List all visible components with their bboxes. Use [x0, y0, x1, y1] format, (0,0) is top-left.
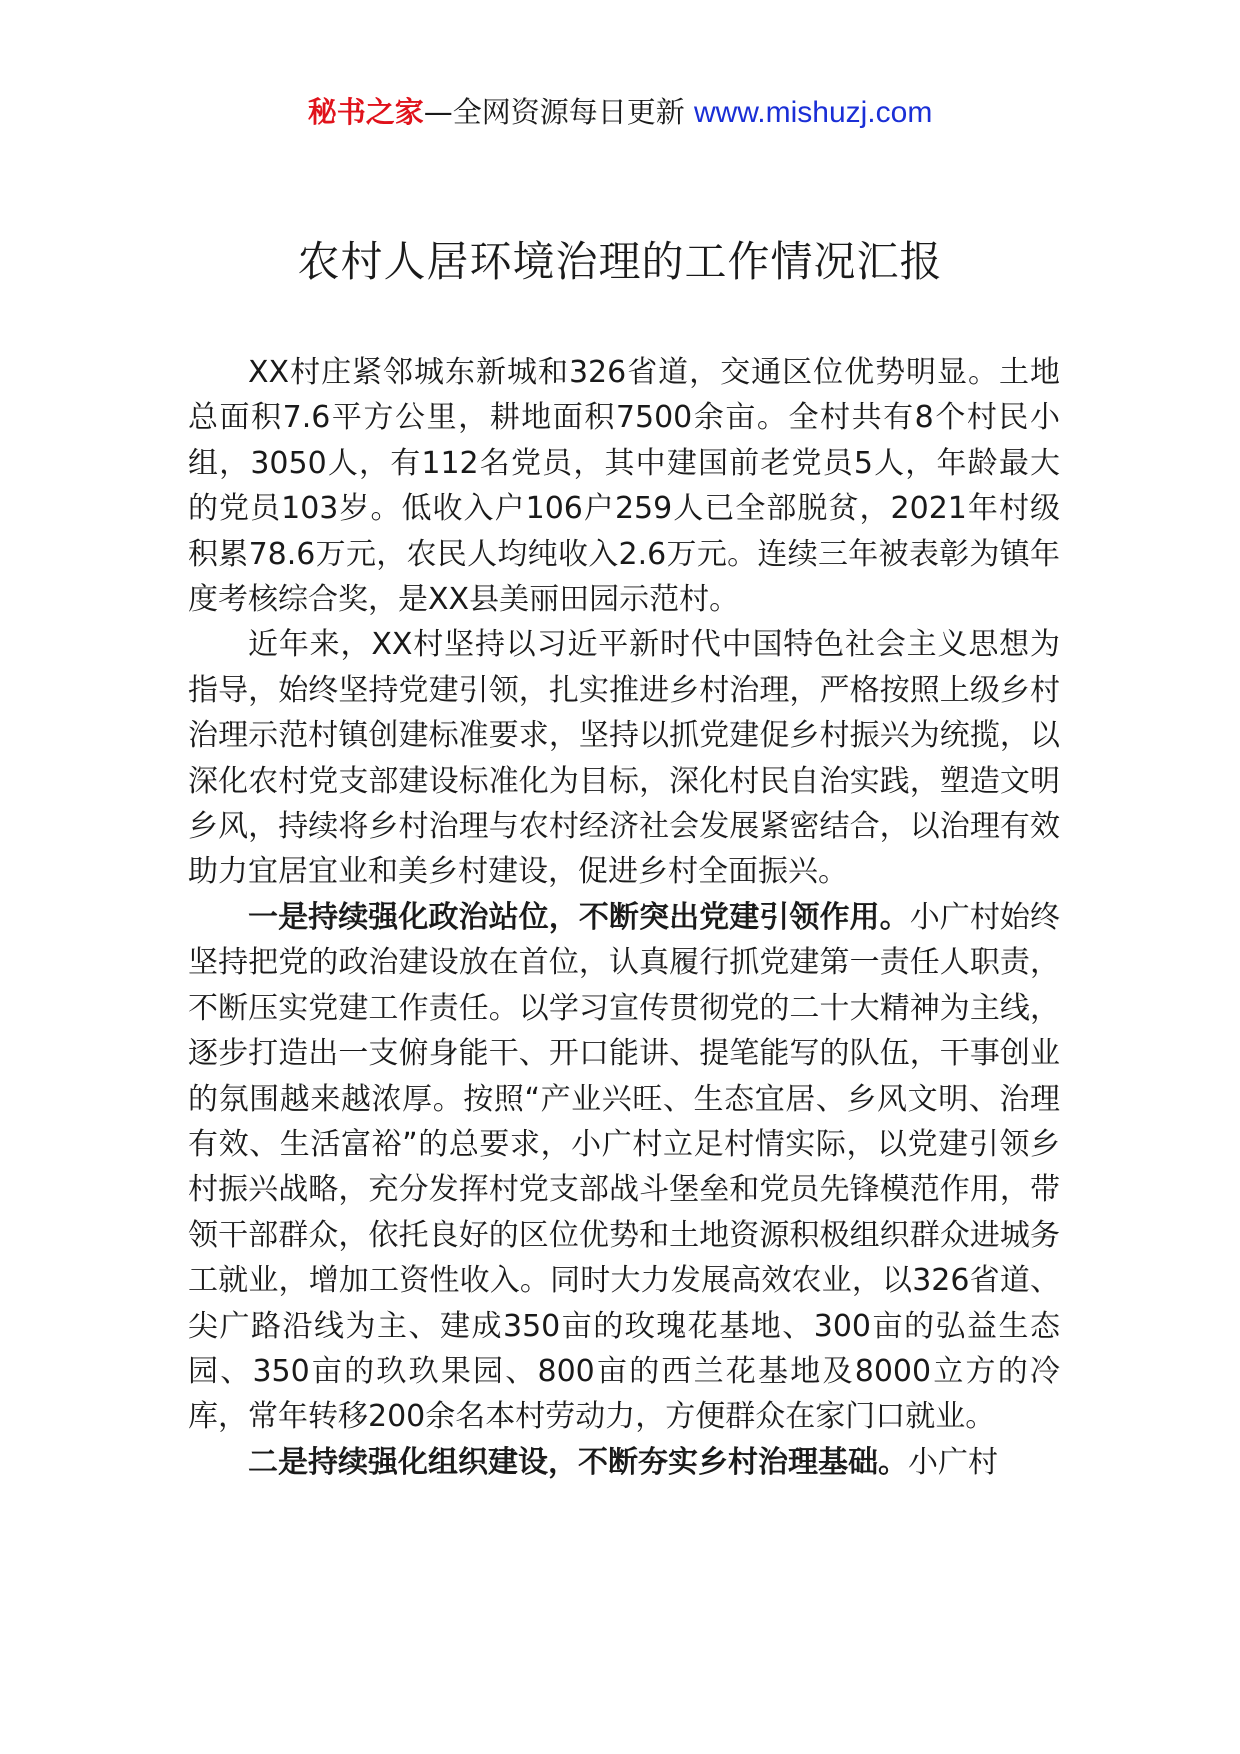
paragraph-party-leadership	[188, 895, 1060, 1440]
paragraph-lead-heading: 二是持续强化组织建设，不断夯实乡村治理基础。	[248, 1444, 908, 1480]
paragraph-text: 小广村始终坚持把党的政治建设放在首位，认真履行抓党建第一责任人职责，不断压实党建工作责任。以学习宣传贯彻党的二十大精神为主线，逐步打造出一支俯身能干、开口能讲、提笔能写的队伍，干事创业的氛围越来越浓厚。按照“产业兴旺、生态宜居、乡风文明、治理有效、生活富裕”的总要求，小广村立足村情实际，以党建引领乡村振兴战略，充分发挥村党支部战斗堡垒和党员先锋模范作用，带领干部群众，依托良好的区位优势和土地资源积极组织群众进城务工就业，增加工资性收入。同时大力发展高效农业，以326省道、尖广路沿线为主、建成350亩的玫瑰花基地、300亩的弘益生态园、350亩的玖玖果园、800亩的西兰花基地及8000立方的冷库，常年转移200余名本村劳动力，方便群众在家门口就业。	[188, 899, 1061, 1435]
site-header	[0, 92, 1240, 133]
paragraph-text: 近年来，XX村坚持以习近平新时代中国特色社会主义思想为指导，始终坚持党建引领，扎实推进乡村治理，严格按照上级乡村治理示范村镇创建标准要求，坚持以抓党建促乡村振兴为统揽，以深化农村党支部建设标准化为目标，深化村民自治实践，塑造文明乡风，持续将乡村治理与农村经济社会发展紧密结合，以治理有效助力宜居宜业和美乡村建设，促进乡村全面振兴。	[188, 627, 1060, 890]
document-body	[188, 350, 1060, 1485]
paragraph-text: 小广村	[908, 1444, 998, 1480]
site-url-link[interactable]: www.mishuzj.com	[693, 96, 933, 129]
site-tagline: —全网资源每日更新	[423, 95, 685, 129]
paragraph-text: XX村庄紧邻城东新城和326省道，交通区位优势明显。土地总面积7.6平方公里，耕地面积7500余亩。全村共有8个村民小组，3050人，有112名党员，其中建国前老党员5人，年龄最大的党员103岁。低收入户106户259人已全部脱贫，2021年村级积累78.6万元，农民人均纯收入2.6万元。连续三年被表彰为镇年度考核综合奖，是XX县美丽田园示范村。	[188, 355, 1060, 618]
paragraph-organization-building	[188, 1440, 1060, 1485]
paragraph-village-overview	[188, 350, 1060, 622]
document-title: 农村人居环境治理的工作情况汇报	[297, 237, 943, 286]
paragraph-recent-work	[188, 622, 1060, 894]
site-brand: 秘书之家	[307, 95, 424, 129]
paragraph-lead-heading: 一是持续强化政治站位，不断突出党建引领作用。	[248, 899, 910, 935]
